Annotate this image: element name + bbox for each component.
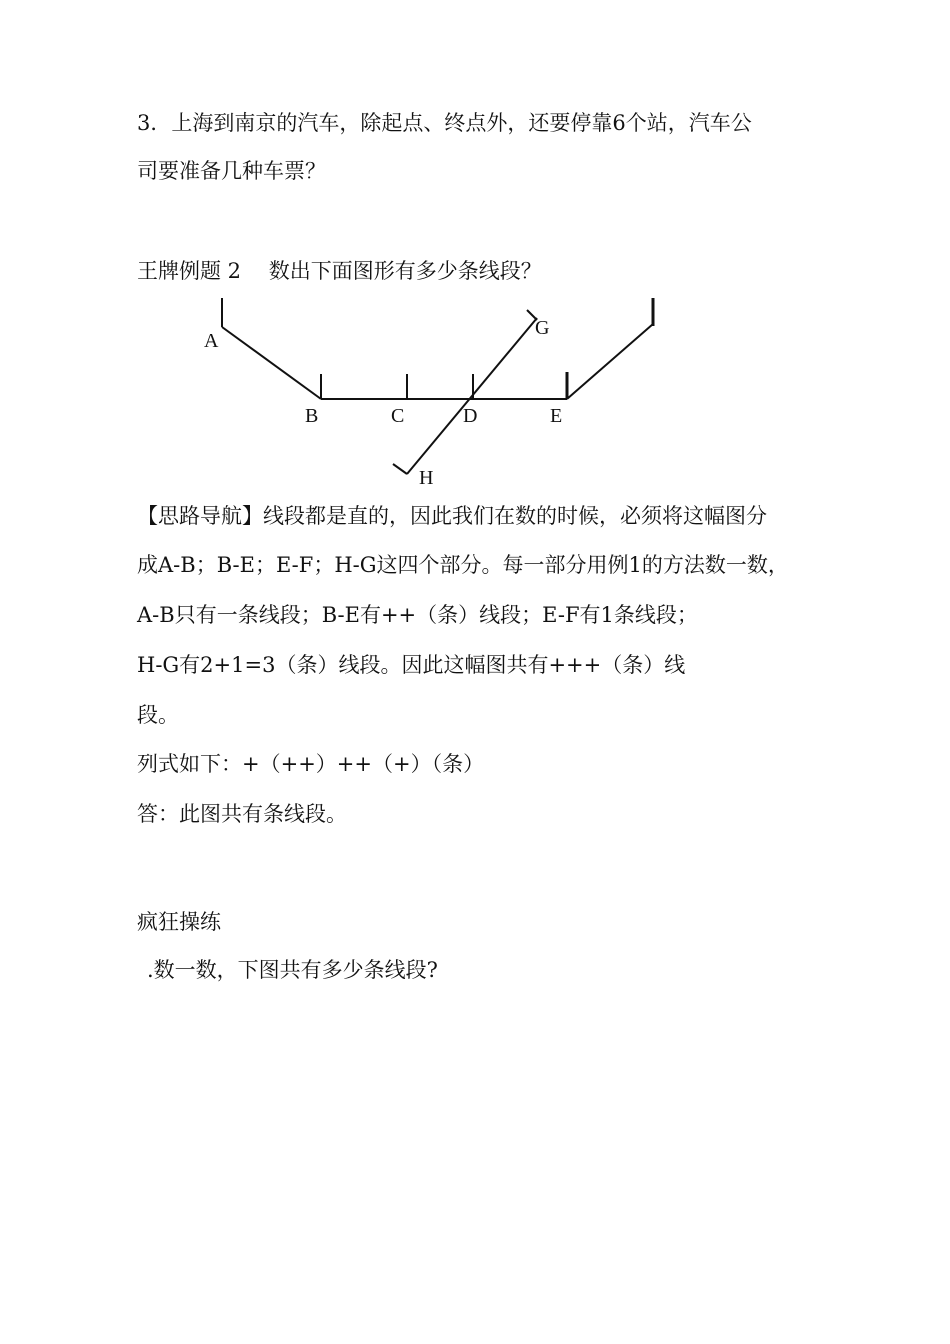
problem3-line2: 司要准备几种车票？	[137, 159, 326, 183]
solution-answer: 答：此图共有条线段。	[137, 802, 347, 826]
solution-formula: 列式如下：+（++）++（+）（条）	[137, 752, 485, 776]
segment-h-g	[407, 318, 537, 474]
label-d: D	[463, 405, 478, 427]
solution-line4: H-G有2+1=3（条）线段。因此这幅图共有+++（条）线	[137, 653, 686, 677]
segment-e-f	[567, 324, 653, 399]
practice-title: 疯狂操练	[137, 910, 221, 934]
practice-question-1: .数一数，下图共有多少条线段?	[147, 958, 438, 982]
label-h: H	[419, 467, 434, 489]
example2-title: 王牌例题 2 数出下面图形有多少条线段？	[137, 259, 542, 283]
label-e: E	[550, 405, 563, 427]
label-g: G	[535, 317, 550, 339]
label-b: B	[305, 405, 319, 427]
solution-line2: 成A-B；B-E；E-F；H-G这四个部分。每一部分用例1的方法数一数，	[137, 553, 789, 577]
problem3-line1: 3．上海到南京的汽车，除起点、终点外，还要停靠6个站，汽车公	[137, 111, 752, 135]
label-c: C	[391, 405, 405, 427]
label-a: A	[204, 330, 219, 352]
solution-line1: 【思路导航】线段都是直的，因此我们在数的时候，必须将这幅图分	[137, 504, 767, 528]
solution-line3: A-B只有一条线段；B-E有++（条）线段；E-F有1条线段；	[137, 603, 698, 627]
segment-a-b	[222, 327, 321, 399]
tick-h	[393, 464, 407, 474]
line-segment-figure	[195, 296, 675, 492]
solution-line5: 段。	[137, 703, 179, 727]
